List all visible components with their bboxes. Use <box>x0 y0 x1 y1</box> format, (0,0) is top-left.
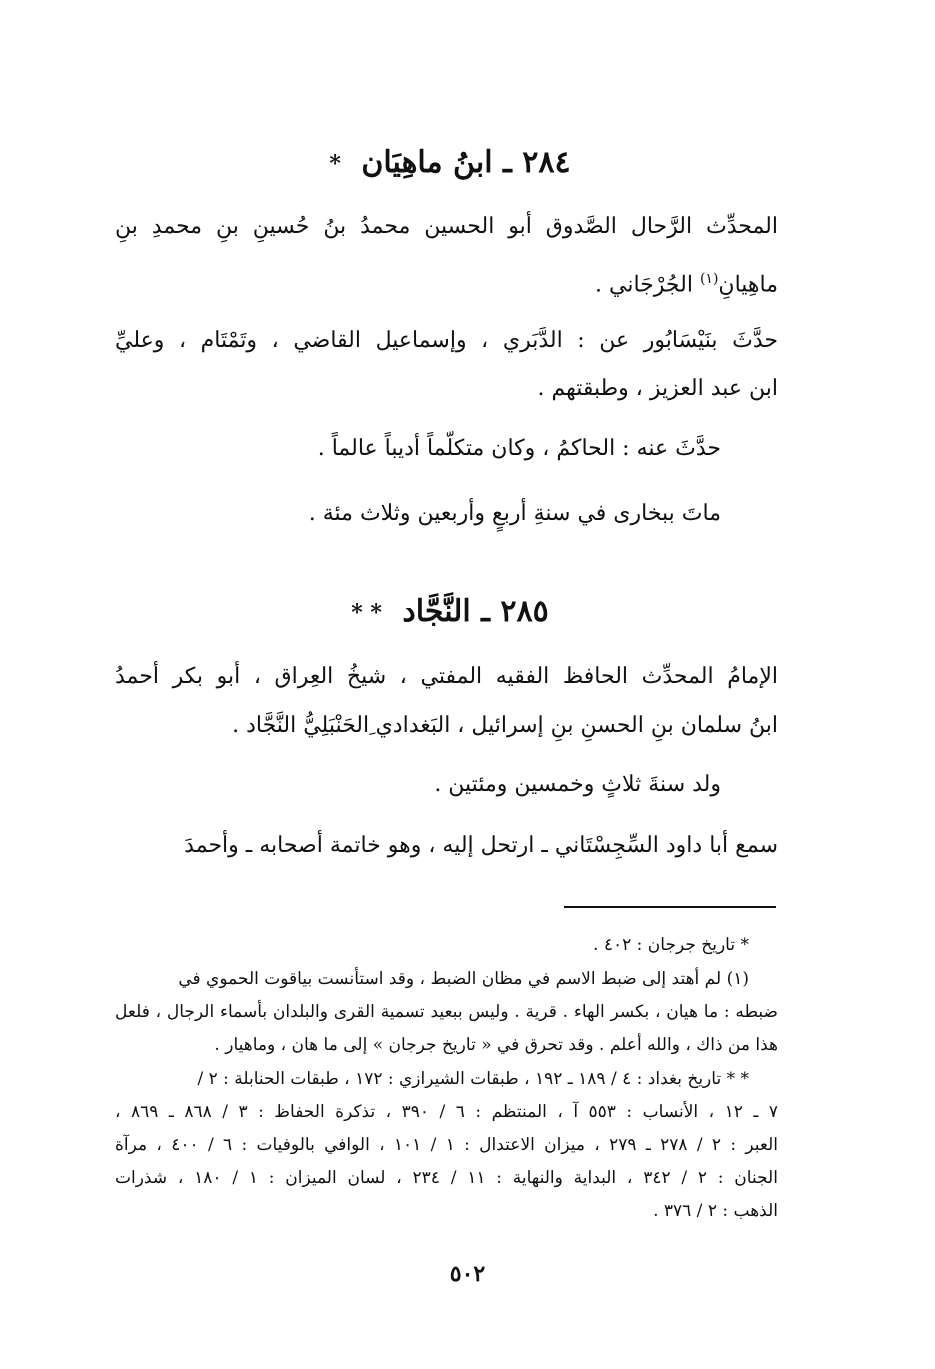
entry-284-line-2 <box>595 262 778 302</box>
footnote-divider <box>564 906 776 908</box>
footnote-1-line-2: ضبطه : ما هيان ، بكسر الهاء . قرية . وليس ببعيد تسمية القرى والبلدان بأسماء الرجال ، فلعل <box>115 1002 778 1022</box>
footnote-entry-285-sources-line-5: الذهب : ٢ / ٣٧٦ . <box>653 1201 778 1221</box>
footnote-1-reference: (١) <box>699 271 719 287</box>
footnote-1-line-1: (١) لم أهتد إلى ضبط الاسم في مظان الضبط ، وقد استأنست بياقوت الحموي في <box>178 969 749 989</box>
page-number: ٥٠٢ <box>449 1261 486 1287</box>
entry-285-heading <box>120 592 780 633</box>
entry-284-heading <box>120 143 780 184</box>
entry-284-name-ending: ماهِيانِ <box>718 272 778 298</box>
entry-284-title: ٢٨٤ ـ ابنُ ماهِيَان <box>361 145 571 180</box>
entry-284-line-5: حدَّثَ عنه : الحاكمُ ، وكان متكلّماً أديباً عالماً . <box>317 436 721 461</box>
footnote-entry-285-sources-line-2: ٧ ـ ١٢ ، الأنساب : ٥٥٣ آ ، المنتظم : ٦ / ٣٩٠ ، تذكرة الحفاظ : ٣ / ٨٦٨ ـ ٨٦٩ ، <box>115 1102 778 1122</box>
entry-284-line-4: ابن عبد العزيز ، وطبقتهم . <box>537 376 778 401</box>
entry-284-line-1: المحدِّث الرَّحال الصَّدوق أبو الحسين محمدُ بنُ حُسينِ بنِ محمدِ بنِ <box>115 214 779 239</box>
entry-285-line-4: سمع أبا داود السِّجِسْتَاني ـ ارتحل إليه ، وهو خاتمة أصحابه ـ وأحمدَ <box>184 833 778 858</box>
entry-285-title: ٢٨٥ ـ النَّجَّاد <box>402 594 549 629</box>
entry-285-line-1: الإمامُ المحدِّث الحافظ الفقيه المفتي ، شيخُ العِراق ، أبو بكر أحمدُ <box>115 664 778 689</box>
entry-284-nisba: الجُرْجَاني . <box>595 272 693 298</box>
footnote-entry-284-source: * تاريخ جرجان : ٤٠٢ . <box>593 935 749 955</box>
entry-284-line-3: حدَّثَ بنَيْسَابُور عن : الدَّبَري ، وإسماعيل القاضي ، وتَمْتَام ، وعليِّ <box>115 328 778 353</box>
entry-284-line-6: ماتَ ببخارى في سنةِ أربعٍ وأربعين وثلاث مئة . <box>308 501 721 526</box>
footnote-1-line-3: هذا من ذاك ، والله أعلم . وقد تحرق في « تاريخ جرجان » إلى ما هان ، وماهيار . <box>214 1035 778 1055</box>
entry-285-line-3: ولد سنةَ ثلاثٍ وخمسين ومئتين . <box>434 772 721 797</box>
footnote-entry-285-sources-line-4: الجنان : ٢ / ٣٤٢ ، البداية والنهاية : ١١ / ٢٣٤ ، لسان الميزان : ١ / ١٨٠ ، شذرات <box>115 1168 778 1188</box>
footnote-entry-285-sources-line-1: * * تاريخ بغداد : ٤ / ١٨٩ ـ ١٩٢ ، طبقات الشيرازي : ١٧٢ ، طبقات الحنابلة : ٢ / <box>197 1069 749 1089</box>
footnote-entry-285-sources-line-3: العبر : ٢ / ٢٧٨ ـ ٢٧٩ ، ميزان الاعتدال : ١ / ١٠١ ، الوافي بالوفيات : ٦ / ٤٠٠ ، مرآة <box>115 1135 778 1155</box>
entry-284-source-marker: * <box>329 151 341 177</box>
entry-285-line-2: ابنُ سلمان بنِ الحسنِ بنِ إسرائيل ، البَغدادي ِالحَنْبَلِيُّ النَّجَّاد . <box>232 713 778 738</box>
entry-285-source-marker: * * <box>351 600 382 626</box>
